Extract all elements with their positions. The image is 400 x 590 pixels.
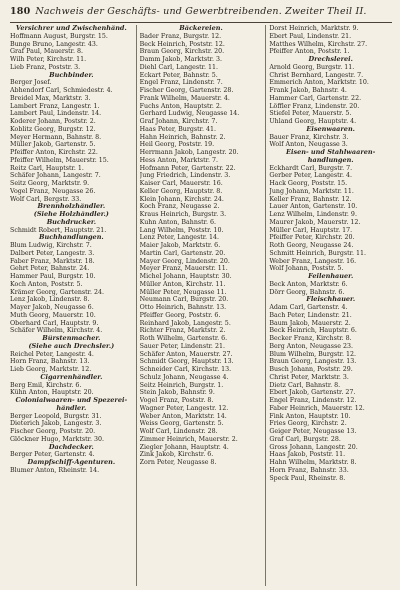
directory-entry: Faber Heinrich, Mauerstr. 12. <box>269 404 365 412</box>
directory-entry: Kaiser Carl, Mauerstr. 16. <box>139 180 223 187</box>
directory-entry: Herrmann Jakob, Langestr. 20. <box>139 149 239 156</box>
section-heading: Versichrer und Zwischenhänd. <box>15 25 127 32</box>
directory-entry: Bunge Bruno, Langestr. 43. <box>10 40 98 48</box>
directory-entry: Bach Peter, Lindenstr. 21. <box>269 311 352 319</box>
column-2 <box>136 25 266 586</box>
directory-entry: Eckart Peter, Bahnstr. 5. <box>139 71 218 79</box>
directory-entry: Weber Anton, Marktstr. 14. <box>139 412 227 420</box>
directory-entry: Fischer Georg, Gartenstr. 28. <box>139 87 234 94</box>
column-3 <box>265 25 392 586</box>
directory-entry: Löffler Franz, Lindenstr. 20. <box>269 102 360 110</box>
directory-entry: Pfeiffer Georg, Poststr. 6. <box>139 311 221 319</box>
directory-entry: Lenz Jakob, Lindenstr. 8. <box>10 296 90 304</box>
directory-entry: Weiss Georg, Gartenstr. 5. <box>139 420 224 428</box>
section-heading: handlungen. <box>307 156 354 164</box>
directory-entry: Engel Franz, Lindenstr. 12. <box>269 397 357 404</box>
directory-entry: Hahn Wilhelm, Marktstr. 8. <box>269 459 357 466</box>
directory-entry: Haas Jakob, Poststr. 11. <box>269 451 346 459</box>
directory-entry: Wagner Peter, Langestr. 12. <box>139 404 229 412</box>
directory-entry: Oberhard Carl, Hauptstr. 9. <box>10 319 99 327</box>
directory-entry: Diehl Carl, Langestr. 11. <box>139 63 218 71</box>
directory-entry: Geiger Peter, Neugasse 13. <box>269 428 357 435</box>
directory-entry: Mayer Jakob, Neugasse 6. <box>10 304 94 311</box>
directory-entry: Muth Georg, Mauerstr. 10. <box>10 311 96 319</box>
directory-entry: Abhendorf Carl, Schmiedestr. 4. <box>10 87 113 94</box>
directory-entry: Hoffmann August, Burgstr. 15. <box>10 32 108 40</box>
section-heading: Cigarrenhändler. <box>40 373 103 381</box>
directory-entry: Koch Anton, Poststr. 5. <box>10 280 83 288</box>
directory-entry: Matthes Wilhelm, Kirchstr. 27. <box>269 40 368 48</box>
directory-entry: Zorn Peter, Neugasse 8. <box>139 459 217 466</box>
directory-entry: Glöckner Hugo, Marktstr. 30. <box>10 435 104 443</box>
directory-entry: Wolf Anton, Neugasse 3. <box>269 141 348 149</box>
directory-entry: Koblitz Georg, Burgstr. 12. <box>10 125 96 133</box>
directory-entry: Schmidt Robert, Hauptstr. 21. <box>10 226 107 234</box>
section-heading: (Siehe Holzhändler.) <box>33 211 109 218</box>
directory-entry: Dieterich Jakob, Langestr. 3. <box>10 420 102 428</box>
directory-entry: Lenz Wilhelm, Lindenstr. 9. <box>269 211 357 218</box>
directory-entry: Kuhn Anton, Bahnstr. 6. <box>139 218 216 226</box>
directory-entry: Reinhard Jakob, Langestr. 5. <box>139 319 231 327</box>
directory-entry: Busch Johann, Poststr. 29. <box>269 366 353 373</box>
directory-entry: Schäfer Johann, Langestr. 7. <box>10 172 101 180</box>
directory-entry: Ziegler Johann, Hauptstr. 4. <box>139 443 229 451</box>
directory-entry: Dörr Georg, Bahnstr. 6. <box>269 288 345 296</box>
directory-entry: Engel Franz, Lindenstr. 7. <box>139 79 223 87</box>
directory-entry: Klein Johann, Kirchstr. 24. <box>139 195 224 203</box>
directory-entry: Gehrt Peter, Bahnstr. 24. <box>10 265 90 273</box>
directory-entry: Neumann Carl, Burgstr. 20. <box>139 296 229 304</box>
section-heading: (Siehe auch Drechsler.) <box>28 342 115 350</box>
directory-entry: Roth Wilhelm, Gartenstr. 6. <box>139 335 228 342</box>
section-heading: Colonialwaaren- und Spezerei- <box>15 397 128 404</box>
directory-entry: Lieb Georg, Marktstr. 12. <box>10 366 92 373</box>
directory-entry: Vogel Franz, Neugasse 26. <box>10 187 96 195</box>
directory-entry: Braun Georg, Langestr. 13. <box>269 358 357 366</box>
directory-entry: Damm Jakob, Marktstr. 3. <box>139 56 222 63</box>
directory-entry: Braun Georg, Kirchstr. 20. <box>139 48 225 56</box>
directory-entry: Krämer Georg, Gartenstr. 24. <box>10 288 104 296</box>
directory-entry: Schäfer Anton, Mauerstr. 27. <box>139 350 233 358</box>
section-heading: händler. <box>56 404 87 412</box>
directory-entry: Speck Paul, Rheinstr. 8. <box>269 474 346 482</box>
directory-entry: Adam Carl, Gartenstr. 4. <box>269 304 348 311</box>
directory-entry: Dietz Carl, Bahnstr. 8. <box>269 381 341 389</box>
directory-entry: Berger Peter, Gartenstr. 4. <box>10 451 95 459</box>
section-heading: Eisenwaaren. <box>306 125 355 133</box>
section-heading: Bäckereien. <box>179 25 223 32</box>
directory-entry: Seitz Georg, Marktstr. 9. <box>10 180 90 187</box>
directory-entry: Fischer Georg, Poststr. 20. <box>10 428 96 435</box>
directory-entry: Beck Heinrich, Hauptstr. 6. <box>269 327 357 335</box>
directory-entry: Maurer Jakob, Mauerstr. 12. <box>269 218 361 226</box>
directory-entry: Berger Josef. <box>10 79 52 87</box>
directory-entry: Wilh Peter, Kirchstr. 11. <box>10 56 87 63</box>
directory-entry: Gerhard Ludwig, Neugasse 14. <box>139 110 240 118</box>
section-heading: Brennholzhändler. <box>37 203 106 211</box>
directory-entry: Müller Anton, Kirchstr. 11. <box>139 280 226 288</box>
column-1 <box>10 25 136 586</box>
directory-entry: Müller Carl, Hauptstr. 17. <box>269 226 353 234</box>
directory-entry: Koderer Johann, Poststr. 2. <box>10 118 96 125</box>
directory-entry: Lambert Franz, Langestr. 1. <box>10 102 100 110</box>
directory-entry: Meyer Hermann, Bahnstr. 8. <box>10 133 102 141</box>
directory-entry: Sauer Peter, Lindenstr. 21. <box>139 342 225 350</box>
directory-entry: Christ Peter, Marktstr. 3. <box>269 373 349 381</box>
directory-entry: Heil Georg, Poststr. 19. <box>139 141 215 149</box>
directory-entry: Breidel Max, Marktstr. 3. <box>10 94 91 102</box>
directory-entry: Kraus Heinrich, Burgstr. 3. <box>139 211 227 218</box>
directory-entry: Lenz Peter, Langestr. 14. <box>139 234 220 242</box>
directory-entry: Schmidt Georg, Hauptstr. 13. <box>139 358 234 366</box>
directory-entry: Zimmer Heinrich, Mauerstr. 2. <box>139 435 238 443</box>
directory-entry: Pfeiffer Anton, Kirchstr. 22. <box>10 149 98 156</box>
section-heading: Bürstenmacher. <box>42 335 101 342</box>
directory-entry: Faber Franz, Marktstr. 18. <box>10 257 95 265</box>
directory-entry: Berg Anton, Neugasse 23. <box>269 342 354 350</box>
directory-entry: Blumer Anton, Rheinstr. 14. <box>10 466 100 474</box>
directory-entry: Zink Jakob, Kirchstr. 6. <box>139 451 214 459</box>
directory-entry: Wolf Johann, Poststr. 5. <box>269 265 344 273</box>
section-heading: Eisen- und Stahlwaaren- <box>286 149 376 156</box>
directory-entry: Eckhardt Carl, Burgstr. 7. <box>269 164 353 172</box>
directory-entry: Richter Franz, Marktstr. 2. <box>139 327 226 335</box>
directory-entry: Lieb Franz, Poststr. 3. <box>10 63 81 71</box>
section-heading: Drechslerei. <box>308 56 353 63</box>
directory-entry: Frank Jakob, Bahnstr. 4. <box>269 87 347 94</box>
directory-entry: Stein Jakob, Bahnstr. 9. <box>139 389 215 397</box>
directory-entry: Wolf Carl, Bergstr. 33. <box>10 195 82 203</box>
directory-entry: Gerber Peter, Langestr. 4. <box>269 172 352 180</box>
directory-entry: Graf Johann, Kirchstr. 7. <box>139 118 218 125</box>
directory-entry: Schneider Carl, Kirchstr. 13. <box>139 366 232 373</box>
directory-entry: Kühn Anton, Hauptstr. 20. <box>10 389 94 397</box>
directory-entry: Hack Georg, Poststr. 15. <box>269 180 348 187</box>
directory-entry: Pfeiffer Peter, Kirchstr. 20. <box>269 234 355 242</box>
section-heading: Fleischhauer. <box>306 296 356 304</box>
directory-entry: Jung Johann, Marktstr. 11. <box>269 187 354 195</box>
directory-entry: Beck Heinrich, Poststr. 12. <box>139 40 225 48</box>
directory-entry: Gross Johann, Langestr. 20. <box>269 443 358 451</box>
section-heading: Feilenhauer. <box>308 273 354 280</box>
directory-entry: Schäfer Wilhelm, Kirchstr. 4. <box>10 327 103 335</box>
directory-entry: Pfeiffer Wilhelm, Mauerstr. 15. <box>10 156 109 164</box>
page-number: 180 <box>10 6 31 17</box>
directory-entry: Blum Wilhelm, Burgstr. 12. <box>269 350 356 358</box>
directory-entry: Fuchs Anton, Hauptstr. 2. <box>139 102 222 110</box>
directory-entry: Arnold Georg, Burgstr. 11. <box>269 63 355 71</box>
directory-entry: Weber Franz, Langestr. 16. <box>269 257 357 265</box>
directory-entry: Hahn Heinrich, Bahnstr. 2. <box>139 133 226 141</box>
directory-entry: Ebert Paul, Lindenstr. 21. <box>269 32 352 40</box>
directory-entry: Graf Paul, Mauerstr. 8. <box>10 48 83 56</box>
directory-entry: Christ Bernhard, Langestr. 7. <box>269 71 364 79</box>
directory-entry: Seitz Heinrich, Burgstr. 1. <box>139 381 224 389</box>
directory-entry: Vogel Franz, Poststr. 8. <box>139 397 214 404</box>
section-heading: Buchdrucker. <box>46 218 96 226</box>
directory-entry: Jung Friedrich, Lindenstr. 3. <box>139 172 231 180</box>
directory-entry: Schulz Johann, Neugasse 4. <box>139 373 229 381</box>
directory-entry: Horn Franz, Bahnstr. 13. <box>10 358 90 366</box>
directory-entry: Emmerich Anton, Marktstr. 10. <box>269 79 369 87</box>
directory-entry: Michel Johann, Hauptstr. 30. <box>139 273 232 280</box>
directory-entry: Reitz Carl, Hauptstr. 1. <box>10 164 84 172</box>
directory-entry: Haas Peter, Burgstr. 41. <box>139 125 216 133</box>
directory-entry: Maier Jakob, Marktstr. 6. <box>139 242 221 249</box>
directory-entry: Graf Carl, Burgstr. 28. <box>269 435 341 443</box>
section-heading: Buchbinder. <box>49 71 94 79</box>
directory-entry: Fink Anton, Hauptstr. 10. <box>269 412 351 420</box>
directory-entry: Hess Anton, Marktstr. 7. <box>139 156 218 164</box>
directory-columns <box>10 25 392 586</box>
directory-entry: Koch Franz, Neugasse 2. <box>139 203 220 211</box>
directory-entry: Lang Wilhelm, Poststr. 10. <box>139 226 224 234</box>
directory-entry: Schmitt Heinrich, Burgstr. 11. <box>269 249 367 257</box>
section-heading: Dampfschiff-Agenturen. <box>27 459 116 466</box>
directory-entry: Müller Peter, Neugasse 11. <box>139 288 227 296</box>
directory-entry: Lauer Anton, Gartenstr. 10. <box>269 203 358 211</box>
directory-entry: Hammer Paul, Burgstr. 10. <box>10 273 96 280</box>
directory-entry: Horn Franz, Bahnstr. 33. <box>269 466 349 474</box>
directory-entry: Keller Franz, Bahnstr. 12. <box>269 195 352 203</box>
directory-entry: Becker Franz, Kirchstr. 8. <box>269 335 352 342</box>
directory-entry: Bader Franz, Burgstr. 12. <box>139 32 222 40</box>
directory-entry: Reichel Peter, Langestr. 4. <box>10 350 94 358</box>
directory-entry: Beck Anton, Marktstr. 6. <box>269 280 348 288</box>
directory-entry: Lambert Paul, Lindenstr. 14. <box>10 110 102 118</box>
directory-entry: Berger Leopold, Burgstr. 31. <box>10 412 102 420</box>
directory-entry: Hofmann Peter, Gartenstr. 22. <box>139 164 236 172</box>
section-heading: Dachdecker. <box>48 443 94 451</box>
directory-entry: Keller Georg, Hauptstr. 8. <box>139 187 223 195</box>
directory-entry: Meyer Franz, Mauerstr. 11. <box>139 265 228 273</box>
directory-page <box>10 6 392 586</box>
directory-entry: Fries Georg, Kirchstr. 2. <box>269 420 347 428</box>
directory-entry: Roth Georg, Neugasse 24. <box>269 242 354 249</box>
directory-entry: Bauer Franz, Kirchstr. 3. <box>269 133 349 141</box>
directory-entry: Otto Heinrich, Bahnstr. 13. <box>139 304 227 311</box>
page-header <box>10 6 392 23</box>
directory-entry: Wolf Carl, Lindenstr. 28. <box>139 428 218 435</box>
directory-entry: Uhland Georg, Hauptstr. 4. <box>269 118 357 125</box>
directory-entry: Dalbert Peter, Langestr. 3. <box>10 249 95 257</box>
directory-entry: Blum Ludwig, Kirchstr. 7. <box>10 242 92 249</box>
directory-entry: Mayer Georg, Lindenstr. 20. <box>139 257 230 265</box>
section-heading: Buchhandlungen. <box>38 234 104 242</box>
directory-entry: Baum Jakob, Mauerstr. 2. <box>269 319 351 327</box>
running-title: Nachweis der Geschäfts- und Gewerbtreibenden. Zweiter Theil II. <box>35 6 367 17</box>
directory-entry: Dorst Heinrich, Marktstr. 9. <box>269 25 359 32</box>
directory-entry: Pfeiffer Anton, Poststr. 1. <box>269 48 350 56</box>
directory-entry: Müller Jakob, Gartenstr. 5. <box>10 141 96 149</box>
directory-entry: Martin Carl, Gartenstr. 20. <box>139 249 226 257</box>
directory-entry: Ebert Jakob, Gartenstr. 27. <box>269 389 356 397</box>
directory-entry: Hammer Carl, Gartenstr. 22. <box>269 94 362 102</box>
directory-entry: Frank Wilhelm, Mauerstr. 4. <box>139 94 230 102</box>
directory-entry: Stiefel Peter, Mauerstr. 5. <box>269 110 352 118</box>
directory-entry: Berg Emil, Kirchstr. 6. <box>10 381 82 389</box>
